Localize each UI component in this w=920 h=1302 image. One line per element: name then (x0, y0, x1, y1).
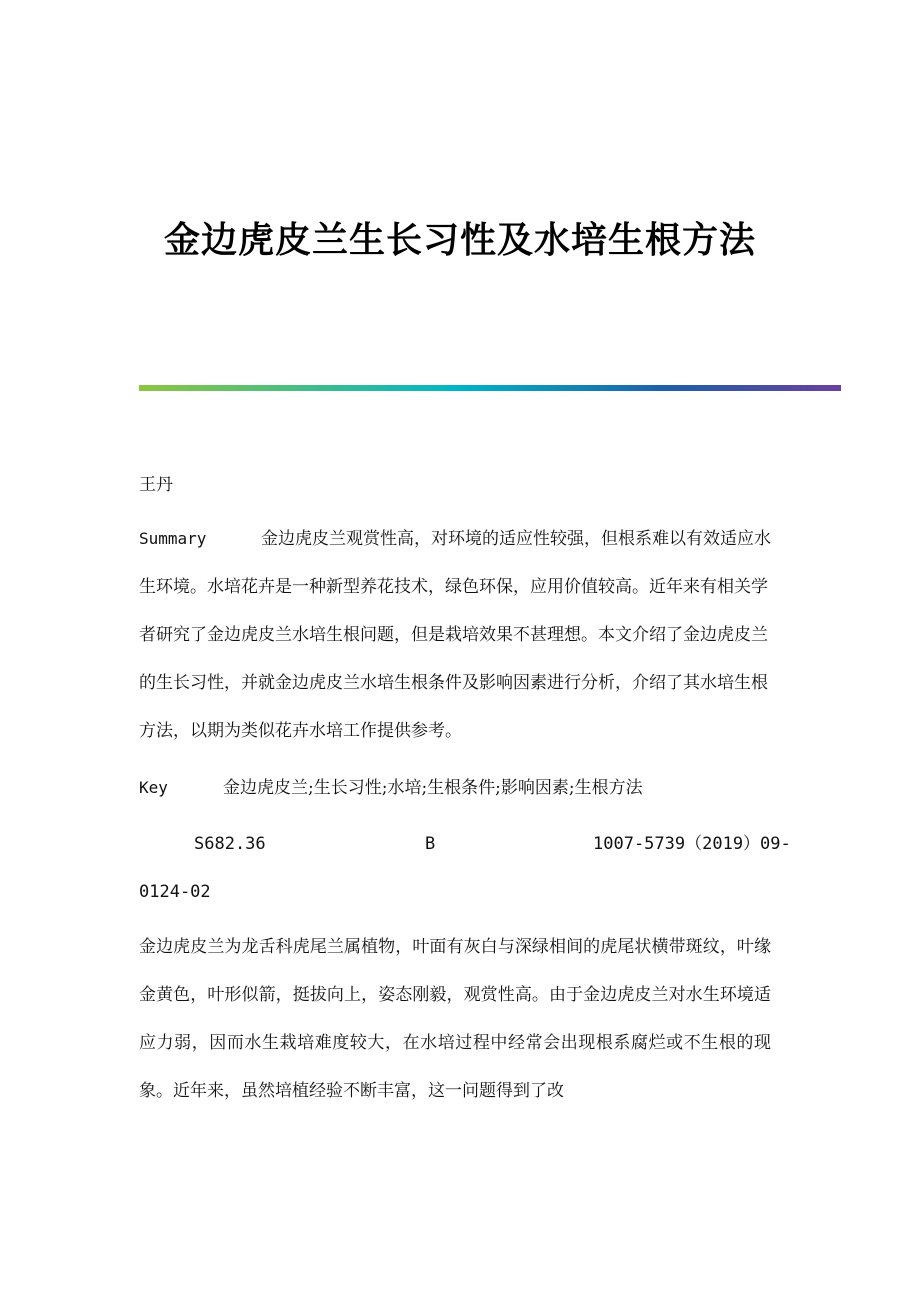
classification-code: S682.36 (194, 834, 266, 854)
article-number: 1007-5739（2019）09- (593, 834, 791, 854)
author-name: 王丹 (139, 475, 173, 495)
article-number-continued: 0124-02 (139, 882, 211, 902)
keywords-block (139, 776, 643, 800)
title-divider (139, 385, 841, 391)
summary-block (139, 515, 779, 755)
summary-label: Summary (139, 529, 207, 548)
summary-text: 金边虎皮兰观赏性高，对环境的适应性较强，但根系难以有效适应水生环境。水培花卉是一种新型养花技术，绿色环保，应用价值较高。近年来有相关学者研究了金边虎皮兰水培生根问题，但是栽培效果不甚理想。本文介绍了金边虎皮兰的生长习性，并就金边虎皮兰水培生根条件及影响因素进行分析，介绍了其水培生根方法，以期为类似花卉水培工作提供参考。 (139, 529, 771, 741)
document-code: B (425, 834, 436, 854)
document-title: 金边虎皮兰生长习性及水培生根方法 (163, 219, 756, 261)
body-paragraph: 金边虎皮兰为龙舌科虎尾兰属植物，叶面有灰白与深绿相间的虎尾状横带斑纹，叶缘金黄色，叶形似箭，挺拔向上，姿态刚毅，观赏性高。由于金边虎皮兰对水生环境适应力弱，因而水生栽培难度较大，在水培过程中经常会出现根系腐烂或不生根的现象。近年来，虽然培植经验不断丰富，这一问题得到了改 (139, 937, 771, 1101)
keywords-text: 金边虎皮兰;生长习性;水培;生根条件;影响因素;生根方法 (223, 778, 643, 798)
keywords-label: Key (139, 778, 168, 797)
